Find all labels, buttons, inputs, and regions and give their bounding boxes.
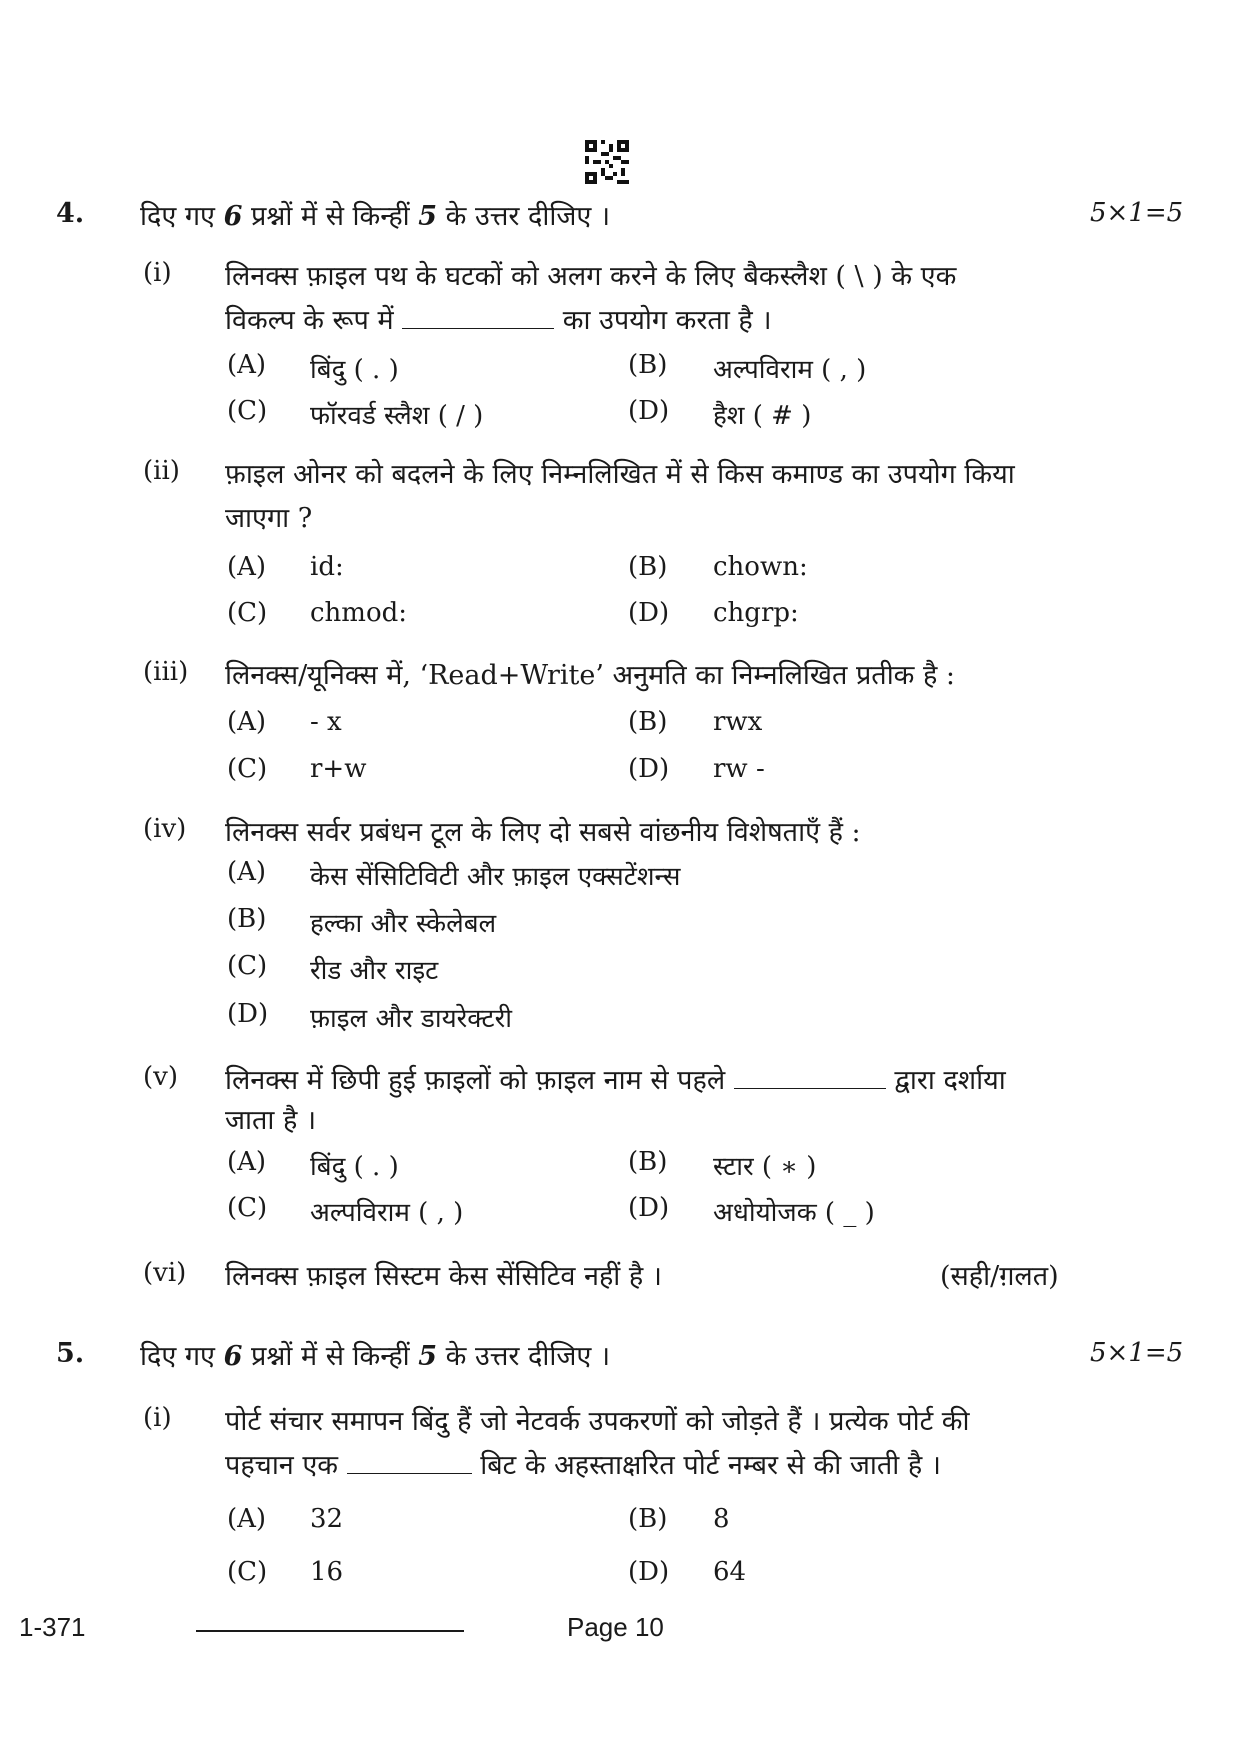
q4-iii-option-b: rwx xyxy=(713,707,763,737)
q4-iii-option-a-label: (A) xyxy=(227,707,267,737)
q5-i-text-pre: पहचान एक xyxy=(225,1450,347,1481)
q4-i-text-pre: विकल्प के रूप में xyxy=(225,305,403,336)
q4-i-option-b: अल्पविराम ( , ) xyxy=(713,355,867,385)
q5-i-option-a-label: (A) xyxy=(227,1504,267,1534)
q5-stem-mid: प्रश्नों में से किन्हीं xyxy=(242,1341,419,1372)
footer-divider xyxy=(196,1630,464,1632)
q4-iv-option-a-label: (A) xyxy=(227,857,267,887)
q4-i-label: (i) xyxy=(143,258,172,288)
q4-iii-option-c-label: (C) xyxy=(227,754,268,784)
q4-iv-option-b: हल्का और स्केलेबल xyxy=(310,909,497,939)
q5-instruction xyxy=(140,1336,610,1373)
q5-stem-answer-count: 5 xyxy=(418,1341,438,1372)
q4-vi-true-false: (सही/ग़लत) xyxy=(940,1261,1059,1292)
q5-i-option-b: 8 xyxy=(713,1504,730,1534)
q4-iii-option-d: rw - xyxy=(713,754,765,784)
q4-i-option-d: हैश ( # ) xyxy=(713,401,812,431)
q4-ii-option-d-label: (D) xyxy=(628,598,670,628)
q4-i-option-d-label: (D) xyxy=(628,396,670,426)
q5-number: 5. xyxy=(56,1338,85,1369)
q5-i-option-a: 32 xyxy=(310,1504,344,1534)
q4-stem-post: के उत्तर दीजिए । xyxy=(437,201,611,232)
q4-iii-option-a: - x xyxy=(310,707,342,737)
q4-v-text-post: द्वारा दर्शाया xyxy=(885,1065,1006,1096)
q4-i-text-line2 xyxy=(225,300,772,337)
q4-iv-option-c-label: (C) xyxy=(227,951,268,981)
q4-ii-text-line1: फ़ाइल ओनर को बदलने के लिए निम्नलिखित में से किस कमाण्ड का उपयोग किया xyxy=(225,459,1015,490)
q4-v-text-line1 xyxy=(225,1060,1006,1097)
q5-stem-count: 6 xyxy=(223,1341,243,1372)
q5-stem-pre: दिए गए xyxy=(140,1341,224,1372)
q5-i-option-c: 16 xyxy=(310,1557,344,1587)
q4-v-option-a-label: (A) xyxy=(227,1147,267,1177)
q4-ii-option-c: chmod: xyxy=(310,598,408,628)
q4-v-option-a: बिंदु ( . ) xyxy=(310,1152,399,1182)
q4-v-text-line2: जाता है । xyxy=(225,1105,317,1136)
q4-i-option-c: फॉरवर्ड स्लैश ( / ) xyxy=(310,401,484,431)
q4-v-option-d-label: (D) xyxy=(628,1193,670,1223)
q4-iv-text: लिनक्स सर्वर प्रबंधन टूल के लिए दो सबसे वांछनीय विशेषताएँ हैं : xyxy=(225,817,861,848)
q4-number: 4. xyxy=(56,198,85,229)
q5-i-option-d: 64 xyxy=(713,1557,747,1587)
fill-blank xyxy=(734,1068,886,1089)
q4-marks: 5×1=5 xyxy=(1090,198,1184,228)
q4-iv-option-a: केस सेंसिटिविटी और फ़ाइल एक्सटेंशन्स xyxy=(310,862,681,892)
q5-i-text-post: बिट के अहस्ताक्षरित पोर्ट नम्बर से की जाती है । xyxy=(471,1450,941,1481)
q4-iii-option-d-label: (D) xyxy=(628,754,670,784)
q5-marks: 5×1=5 xyxy=(1090,1338,1184,1368)
page-number: Page 10 xyxy=(567,1612,664,1642)
q4-v-option-b: स्टार ( ∗ ) xyxy=(713,1152,817,1182)
q4-i-text-post: का उपयोग करता है । xyxy=(554,305,772,336)
q4-ii-option-c-label: (C) xyxy=(227,598,268,628)
q4-ii-option-a: id: xyxy=(310,552,344,582)
q4-iv-option-d: फ़ाइल और डायरेक्टरी xyxy=(310,1004,512,1034)
q4-ii-option-a-label: (A) xyxy=(227,552,267,582)
q4-ii-option-b-label: (B) xyxy=(628,552,668,582)
q4-stem-mid: प्रश्नों में से किन्हीं xyxy=(242,201,419,232)
q4-ii-option-b: chown: xyxy=(713,552,808,582)
q4-iv-option-c: रीड और राइट xyxy=(310,956,439,986)
q4-i-option-a-label: (A) xyxy=(227,350,267,380)
q4-stem-count: 6 xyxy=(223,201,243,232)
fill-blank xyxy=(347,1453,472,1474)
q5-i-text-line2 xyxy=(225,1445,941,1482)
q4-iii-option-b-label: (B) xyxy=(628,707,668,737)
q4-v-option-d: अधोयोजक ( _ ) xyxy=(713,1198,875,1228)
q4-stem-pre: दिए गए xyxy=(140,201,224,232)
q4-v-option-b-label: (B) xyxy=(628,1147,668,1177)
q4-iii-option-c: r+w xyxy=(310,754,367,784)
q5-i-label: (i) xyxy=(143,1403,172,1433)
q4-ii-option-d: chgrp: xyxy=(713,598,799,628)
fill-blank xyxy=(402,308,554,329)
q5-i-option-c-label: (C) xyxy=(227,1557,268,1587)
q5-i-option-d-label: (D) xyxy=(628,1557,670,1587)
q5-i-text-line1: पोर्ट संचार समापन बिंदु हैं जो नेटवर्क उपकरणों को जोड़ते हैं । प्रत्येक पोर्ट की xyxy=(225,1406,970,1437)
q4-instruction xyxy=(140,196,610,233)
q4-iv-option-d-label: (D) xyxy=(227,999,269,1029)
q4-v-text-pre: लिनक्स में छिपी हुई फ़ाइलों को फ़ाइल नाम से पहले xyxy=(225,1065,734,1096)
q4-i-option-a: बिंदु ( . ) xyxy=(310,355,399,385)
q4-iii-label: (iii) xyxy=(143,657,189,687)
q4-vi-text: लिनक्स फ़ाइल सिस्टम केस सेंसिटिव नहीं है । xyxy=(225,1261,663,1292)
q4-i-option-c-label: (C) xyxy=(227,396,268,426)
q5-stem-post: के उत्तर दीजिए । xyxy=(437,1341,611,1372)
q4-stem-answer-count: 5 xyxy=(418,201,438,232)
q4-vi-label: (vi) xyxy=(143,1258,187,1288)
q4-iii-text: लिनक्स/यूनिक्स में, ‘Read+Write’ अनुमति का निम्नलिखित प्रतीक है : xyxy=(225,660,956,691)
q4-iv-label: (iv) xyxy=(143,814,187,844)
q4-v-option-c-label: (C) xyxy=(227,1193,268,1223)
q4-ii-label: (ii) xyxy=(143,456,180,486)
q5-i-option-b-label: (B) xyxy=(628,1504,668,1534)
paper-code: 1-371 xyxy=(19,1612,86,1642)
q4-v-label: (v) xyxy=(143,1062,178,1092)
q4-ii-text-line2: जाएगा ? xyxy=(225,503,313,534)
q4-v-option-c: अल्पविराम ( , ) xyxy=(310,1198,464,1228)
q4-iv-option-b-label: (B) xyxy=(227,904,267,934)
qr-code xyxy=(585,140,629,184)
q4-i-option-b-label: (B) xyxy=(628,350,668,380)
q4-i-text-line1: लिनक्स फ़ाइल पथ के घटकों को अलग करने के लिए बैकस्लैश ( \ ) के एक xyxy=(225,261,957,292)
